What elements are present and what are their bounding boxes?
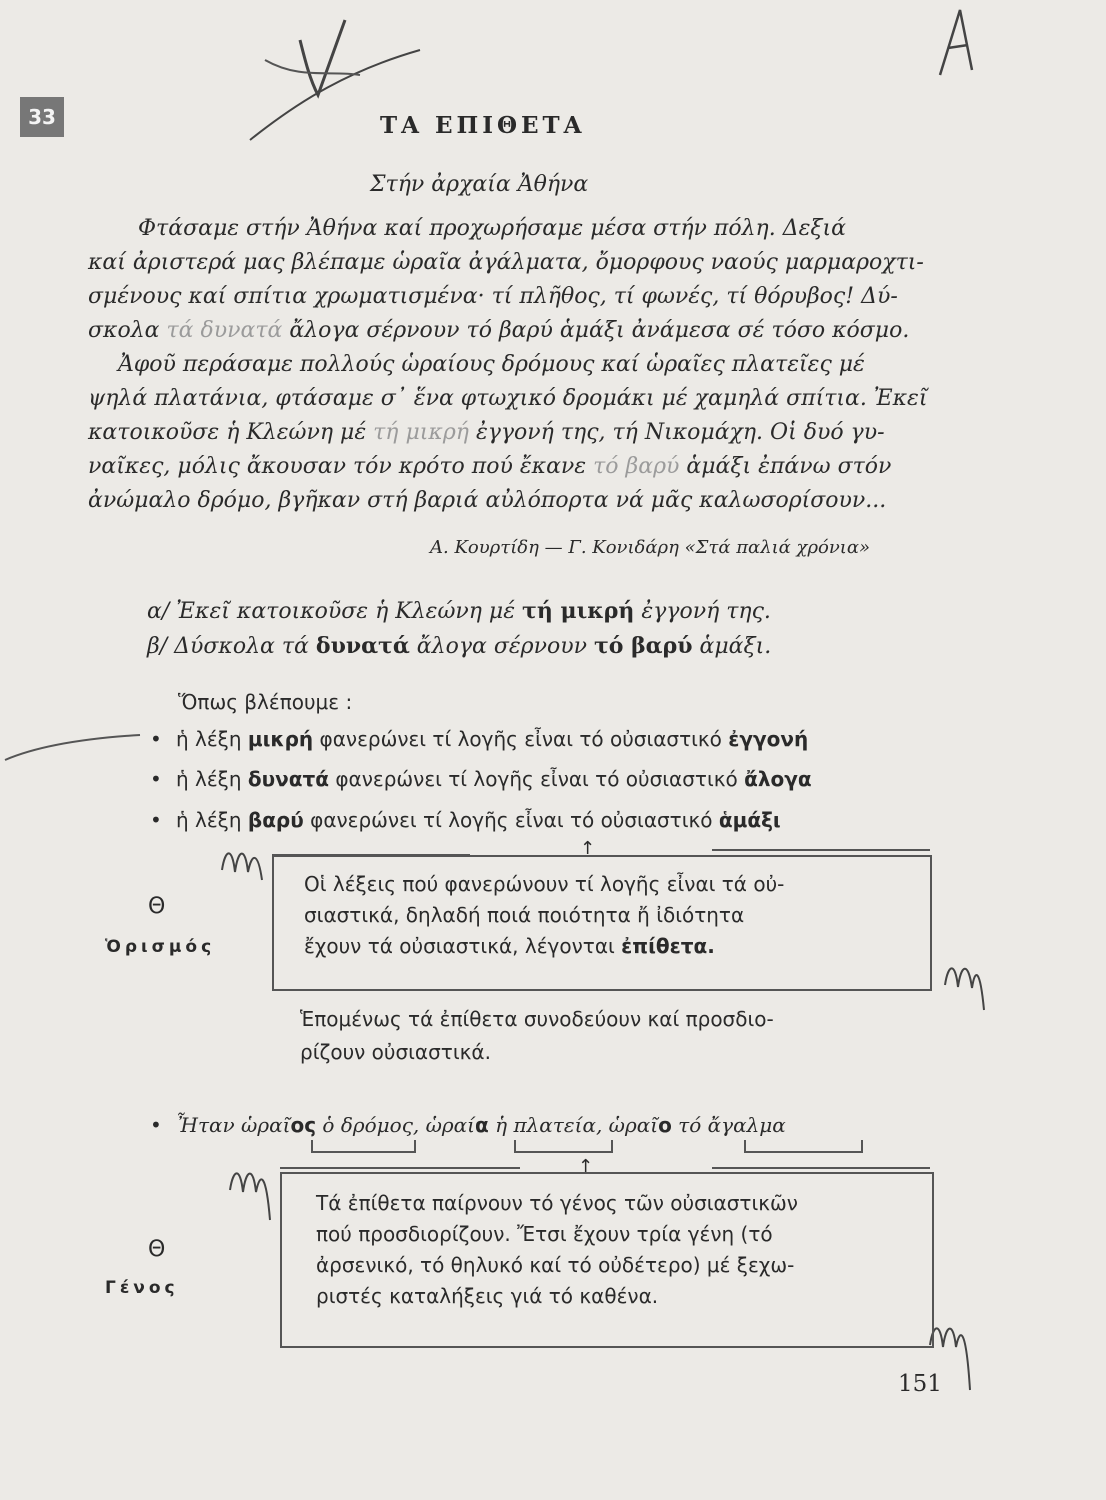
passage-line: σκολα τά δυνατά ἄλογα σέρνουν τό βαρύ ἁμάξι ἀνάμεσα σέ τόσο κόσμο. [88, 318, 910, 343]
m-mark [222, 853, 262, 880]
definition-text: Οἱ λέξεις πού φανερώνουν τί λογῆς εἶναι τά οὐ- σιαστικά, δηλαδή ποιά ποιότητα ἤ ἰδιότητα ἔχουν τά οὐσιαστικά, λέγονται ἐπίθετα. [304, 872, 785, 958]
reading-passage [88, 212, 933, 518]
lesson-number-badge: 33 [20, 97, 64, 137]
definition-label: Ὁρισμός [105, 937, 216, 957]
definition-box [272, 855, 932, 991]
gender-text: Τά ἐπίθετα παίρνουν τό γένος τῶν οὐσιαστικῶν πού προσδιορίζουν. Ἔτσι ἔχουν τρία γένη (τό ἀρσενικό, τό θηλυκό καί τό οὐδέτερο) μέ ξεχω- ριστές καταλήξεις γιά τό καθένα. [316, 1191, 798, 1308]
m-mark [230, 1173, 270, 1220]
bullet-item: • ἡ λέξη μικρή φανερώνει τί λογῆς εἶναι τό οὐσιαστικό ἐγγονή [150, 727, 809, 751]
margin-stroke [5, 735, 140, 760]
example-a: α/ Ἐκεῖ κατοικοῦσε ἡ Κλεώνη μέ τή μικρή ἐγγονή της. [147, 598, 771, 624]
reading-subtitle: Στήν ἀρχαία Ἀθήνα [370, 172, 589, 197]
page-number: 151 [898, 1371, 942, 1397]
arrow-up-icon: ↑ [580, 838, 596, 859]
agreement-example: • Ἦταν ὡραῖος ὁ δρόμος, ὡραία ἡ πλατεία, ὡραῖο τό ἄγαλμα [150, 1113, 786, 1137]
example-b: β/ Δύσκολα τά δυνατά ἄλογα σέρνουν τό βαρύ ἁμάξι. [147, 633, 772, 659]
passage-line: ψηλά πλατάνια, φτάσαμε σ᾿ ἕνα φτωχικό δρομάκι μέ χαμηλά σπίτια. Ἐκεῖ [88, 386, 928, 411]
observation-lead: Ὅπως βλέπουμε : [178, 690, 353, 714]
passage-line: σμένους καί σπίτια χρωματισμένα· τί πλῆθος, τί φωνές, τί θόρυβος! Δύ- [88, 284, 898, 309]
source-citation: Α. Κουρτίδη — Γ. Κονιδάρη «Στά παλιά χρόνια» [430, 537, 871, 558]
passage-line: ναῖκες, μόλις ἄκουσαν τόν κρότο πού ἔκανε τό βαρύ ἁμάξι ἐπάνω στόν [88, 454, 892, 479]
page-title: ΤΑ ΕΠΙΘΕΤΑ [380, 112, 586, 139]
bullet-item: • ἡ λέξη βαρύ φανερώνει τί λογῆς εἶναι τό οὐσιαστικό ἁμάξι [150, 808, 781, 832]
passage-line: ἀνώμαλο δρόμο, βγῆκαν στή βαριά αὐλόπορτα νά μᾶς καλωσορίσουν... [88, 488, 887, 513]
m-mark [945, 968, 984, 1010]
follow-up-text: Ἑπομένως τά ἐπίθετα συνοδεύουν καί προσδιο- ρίζουν οὐσιαστικά. [300, 1007, 774, 1064]
theta-icon: Θ [148, 894, 166, 919]
passage-line: κατοικοῦσε ἡ Κλεώνη μέ τή μικρή ἐγγονή της, τή Νικομάχη. Οἱ δυό γυ- [88, 420, 885, 445]
passage-line: Φτάσαμε στήν Ἀθήνα καί προχωρήσαμε μέσα στήν πόλη. Δεξιά [138, 216, 847, 241]
gender-label: Γένος [105, 1278, 179, 1298]
theta-icon: Θ [148, 1237, 166, 1262]
passage-line: καί ἀριστερά μας βλέπαμε ὡραῖα ἀγάλματα, ὄμορφους ναούς μαρμαροχτι- [88, 250, 924, 275]
arrow-up-icon: ↑ [578, 1156, 594, 1177]
bullet-item: • ἡ λέξη δυνατά φανερώνει τί λογῆς εἶναι τό οὐσιαστικό ἄλογα [150, 767, 812, 791]
gender-box [280, 1172, 934, 1348]
check-mark [300, 20, 345, 95]
passage-line: Ἀφοῦ περάσαμε πολλούς ὡραίους δρόμους καί ὡραῖες πλατεῖες μέ [118, 352, 865, 377]
letter-a-mark [940, 10, 972, 75]
